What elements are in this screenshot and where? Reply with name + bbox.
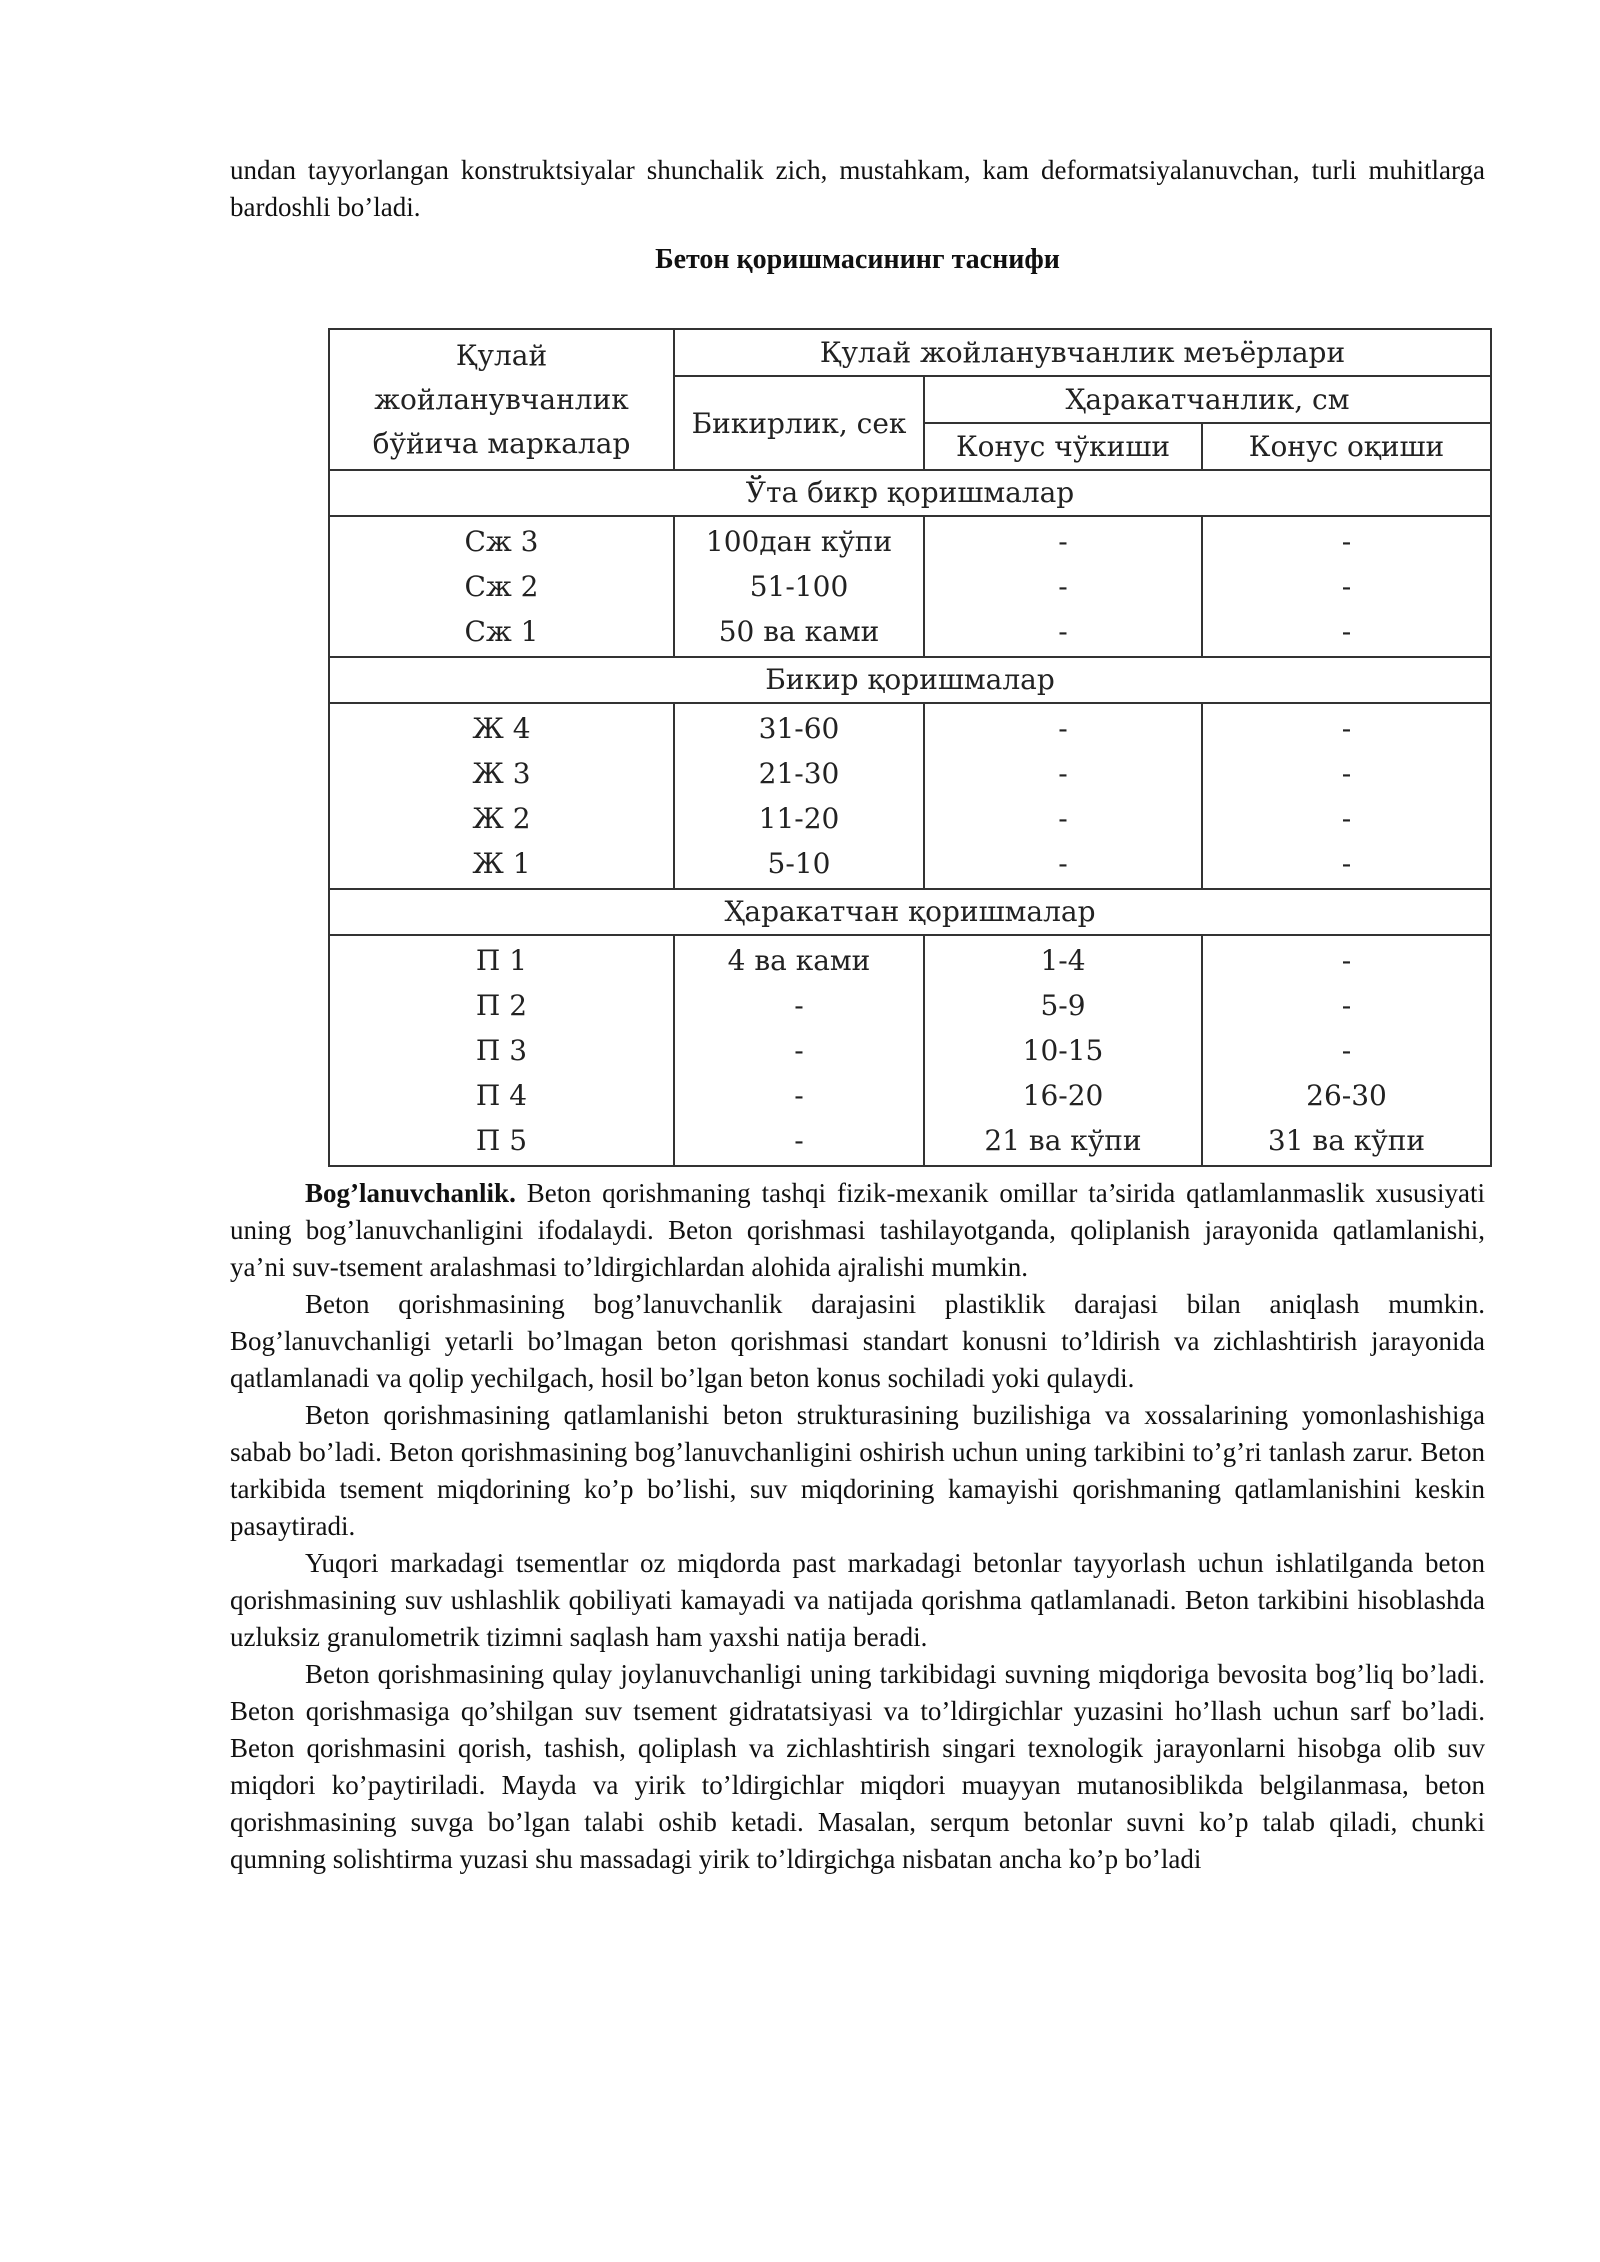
mark-label: П 5	[475, 1124, 528, 1157]
cell-value: -	[1341, 944, 1352, 977]
cell-slump	[924, 935, 1202, 1166]
mark-label: Ж 4	[472, 712, 531, 745]
body-text	[230, 1175, 1485, 1878]
mark-label: Ж 1	[472, 847, 531, 880]
cell-value: 21 ва кўпи	[984, 1124, 1142, 1157]
cell-value: -	[1341, 802, 1352, 835]
intro-text: undan tayyorlangan konstruktsiyalar shunchalik zich, mustahkam, kam deformatsiyalanuvchan, turli muhitlarga bardoshli bo’ladi.	[230, 155, 1485, 222]
header-cone-spread: Конус оқиши	[1202, 423, 1491, 470]
group-name: Бикир қоришмалар	[329, 657, 1491, 703]
cell-value: -	[1341, 1034, 1352, 1067]
cell-value: 26-30	[1306, 1079, 1387, 1112]
cell-stiffness	[674, 935, 924, 1166]
group-row	[329, 657, 1491, 703]
header-cone-slump: Конус чўкиши	[924, 423, 1202, 470]
mark-label: П 1	[475, 944, 528, 977]
cell-value: -	[1058, 570, 1068, 603]
cell-stiffness	[674, 516, 924, 657]
cell-value: 1-4	[1040, 944, 1086, 977]
cell-value: -	[1058, 615, 1068, 648]
cell-slump	[924, 516, 1202, 657]
mark-label: Сж 3	[464, 525, 539, 558]
paragraph-1-text: Beton qorishmaning tashqi fizik-mexanik omillar ta’sirida qatlamlanmaslik xususiyati uning bog’lanuvchanligini ifodalaydi. Beton qorishmasi tashilayotganda, qoliplanish jarayonida qatlamlanishi, ya’ni suv-tsement aralashmasi to’ldirgichlardan alohida ajralishi mumkin.	[230, 1178, 1485, 1282]
header-norms-group: Қулай жойланувчанлик меъёрлари	[674, 329, 1491, 376]
cell-value: -	[1341, 989, 1352, 1022]
group-row	[329, 889, 1491, 935]
cell-spread	[1202, 516, 1491, 657]
mark-label: Сж 2	[464, 570, 539, 603]
mark-label: Ж 3	[472, 757, 531, 790]
paragraph-4: Yuqori markadagi tsementlar oz miqdorda past markadagi betonlar tayyorlash uchun ishlatilganda beton qorishmasining suv ushlashlik qobiliyati kamayadi va natijada qorishma qatlamlanadi. Beton tarkibini hisoblashda uzluksiz granulometrik tizimni saqlash ham yaxshi natija beradi.	[230, 1548, 1485, 1652]
cell-spread	[1202, 703, 1491, 889]
paragraph-3: Beton qorishmasining qatlamlanishi beton strukturasining buzilishiga va xossalarining yomonlashishiga sabab bo’ladi. Beton qorishmasining bog’lanuvchanligini oshirish uchun uning tarkibini to’g’ri tanlash zarur. Beton tarkibida tsement miqdorining ko’p bo’lishi, suv miqdorining kamayishi qorishmaning qatlamlanishini keskin pasaytiradi.	[230, 1400, 1485, 1541]
group-data-row	[329, 935, 1491, 1166]
cell-value: 31-60	[758, 712, 840, 745]
cell-value: 10-15	[1022, 1034, 1104, 1067]
cell-spread	[1202, 935, 1491, 1166]
group-row	[329, 470, 1491, 516]
mark-label: П 3	[475, 1034, 528, 1067]
cell-value: -	[794, 1124, 804, 1157]
group-name: Ҳаракатчан қоришмалар	[329, 889, 1491, 935]
cell-value: -	[1341, 525, 1352, 558]
header-row-1	[329, 329, 1491, 376]
cell-value: -	[1341, 615, 1352, 648]
cell-slump	[924, 703, 1202, 889]
cell-value: -	[1058, 847, 1068, 880]
mark-label: П 2	[475, 989, 528, 1022]
cell-marks	[329, 703, 674, 889]
cell-value: 50 ва ками	[718, 615, 880, 648]
cell-value: -	[1058, 802, 1068, 835]
group-data-row	[329, 703, 1491, 889]
table-title: Бетон қоришмасининг таснифи	[655, 244, 1060, 275]
paragraph-2: Beton qorishmasining bog’lanuvchanlik darajasini plastiklik darajasi bilan aniqlash mumkin. Bog’lanuvchanligi yetarli bo’lmagan beton qorishmasi standart konusni to’ldirish va zichlashtirish jarayonida qatlamlanadi va qolip yechilgach, hosil bo’lgan beton konus sochiladi yoki qulaydi.	[230, 1289, 1485, 1393]
intro-paragraph	[230, 152, 1485, 226]
cell-value: -	[794, 989, 804, 1022]
cell-value: 21-30	[758, 757, 840, 790]
cell-value: -	[1058, 757, 1068, 790]
cell-value: 5-9	[1040, 989, 1086, 1022]
cell-marks	[329, 516, 674, 657]
cell-value: -	[1341, 712, 1352, 745]
paragraph-5: Beton qorishmasining qulay joylanuvchanligi uning tarkibidagi suvning miqdoriga bevosita bog’liq bo’ladi. Beton qorishmasiga qo’shilgan suv tsement gidratatsiyasi va to’ldirgichlar yuzasini ho’llash uchun sarf bo’ladi. Beton qorishmasini qorish, tashish, qoliplash va zichlashtirish singari texnologik jarayonlarni hisobga olib suv miqdori ko’paytiriladi. Mayda va yirik to’ldirgichlar miqdori muayyan mutanosiblikda belgilanmasa, beton qorishmasining suvga bo’lgan talabi oshib ketadi. Masalan, serqum betonlar suvni ko’p talab qiladi, chunki qumning solishtirma yuzasi shu massadagi yirik to’ldirgichga nisbatan ancha ko’p bo’ladi	[230, 1659, 1485, 1874]
cell-value: -	[1058, 712, 1068, 745]
cell-value: 51-100	[749, 570, 849, 603]
paragraph-1	[230, 1175, 1485, 1286]
header-marks: Қулай жойланувчанлик бўйича маркалар	[329, 329, 674, 470]
group-name: Ўта бикр қоришмалар	[329, 470, 1491, 516]
classification-table	[328, 328, 1492, 1167]
cell-value: -	[1058, 525, 1068, 558]
cell-value: -	[794, 1079, 804, 1112]
header-stiffness: Бикирлик, сек	[674, 376, 924, 470]
mark-label: П 4	[475, 1079, 528, 1112]
cell-value: -	[1341, 757, 1352, 790]
cell-value: -	[1341, 570, 1352, 603]
group-data-row	[329, 516, 1491, 657]
cell-value: 5-10	[767, 847, 831, 880]
cell-stiffness	[674, 703, 924, 889]
mark-label: Сж 1	[464, 615, 539, 648]
mark-label: Ж 2	[472, 802, 531, 835]
cell-value: 16-20	[1022, 1079, 1104, 1112]
cell-value: 31 ва кўпи	[1267, 1124, 1426, 1157]
cell-value: -	[794, 1034, 804, 1067]
header-mobility: Ҳаракатчанлик, см	[924, 376, 1491, 423]
cell-value: -	[1341, 847, 1352, 880]
cell-value: 100дан кўпи	[705, 525, 893, 558]
classification-table-wrap	[328, 328, 1490, 1167]
paragraph-lead: Bog’lanuvchanlik.	[305, 1178, 516, 1208]
cell-marks	[329, 935, 674, 1166]
cell-value: 11-20	[758, 802, 840, 835]
cell-value: 4 ва ками	[727, 944, 871, 977]
